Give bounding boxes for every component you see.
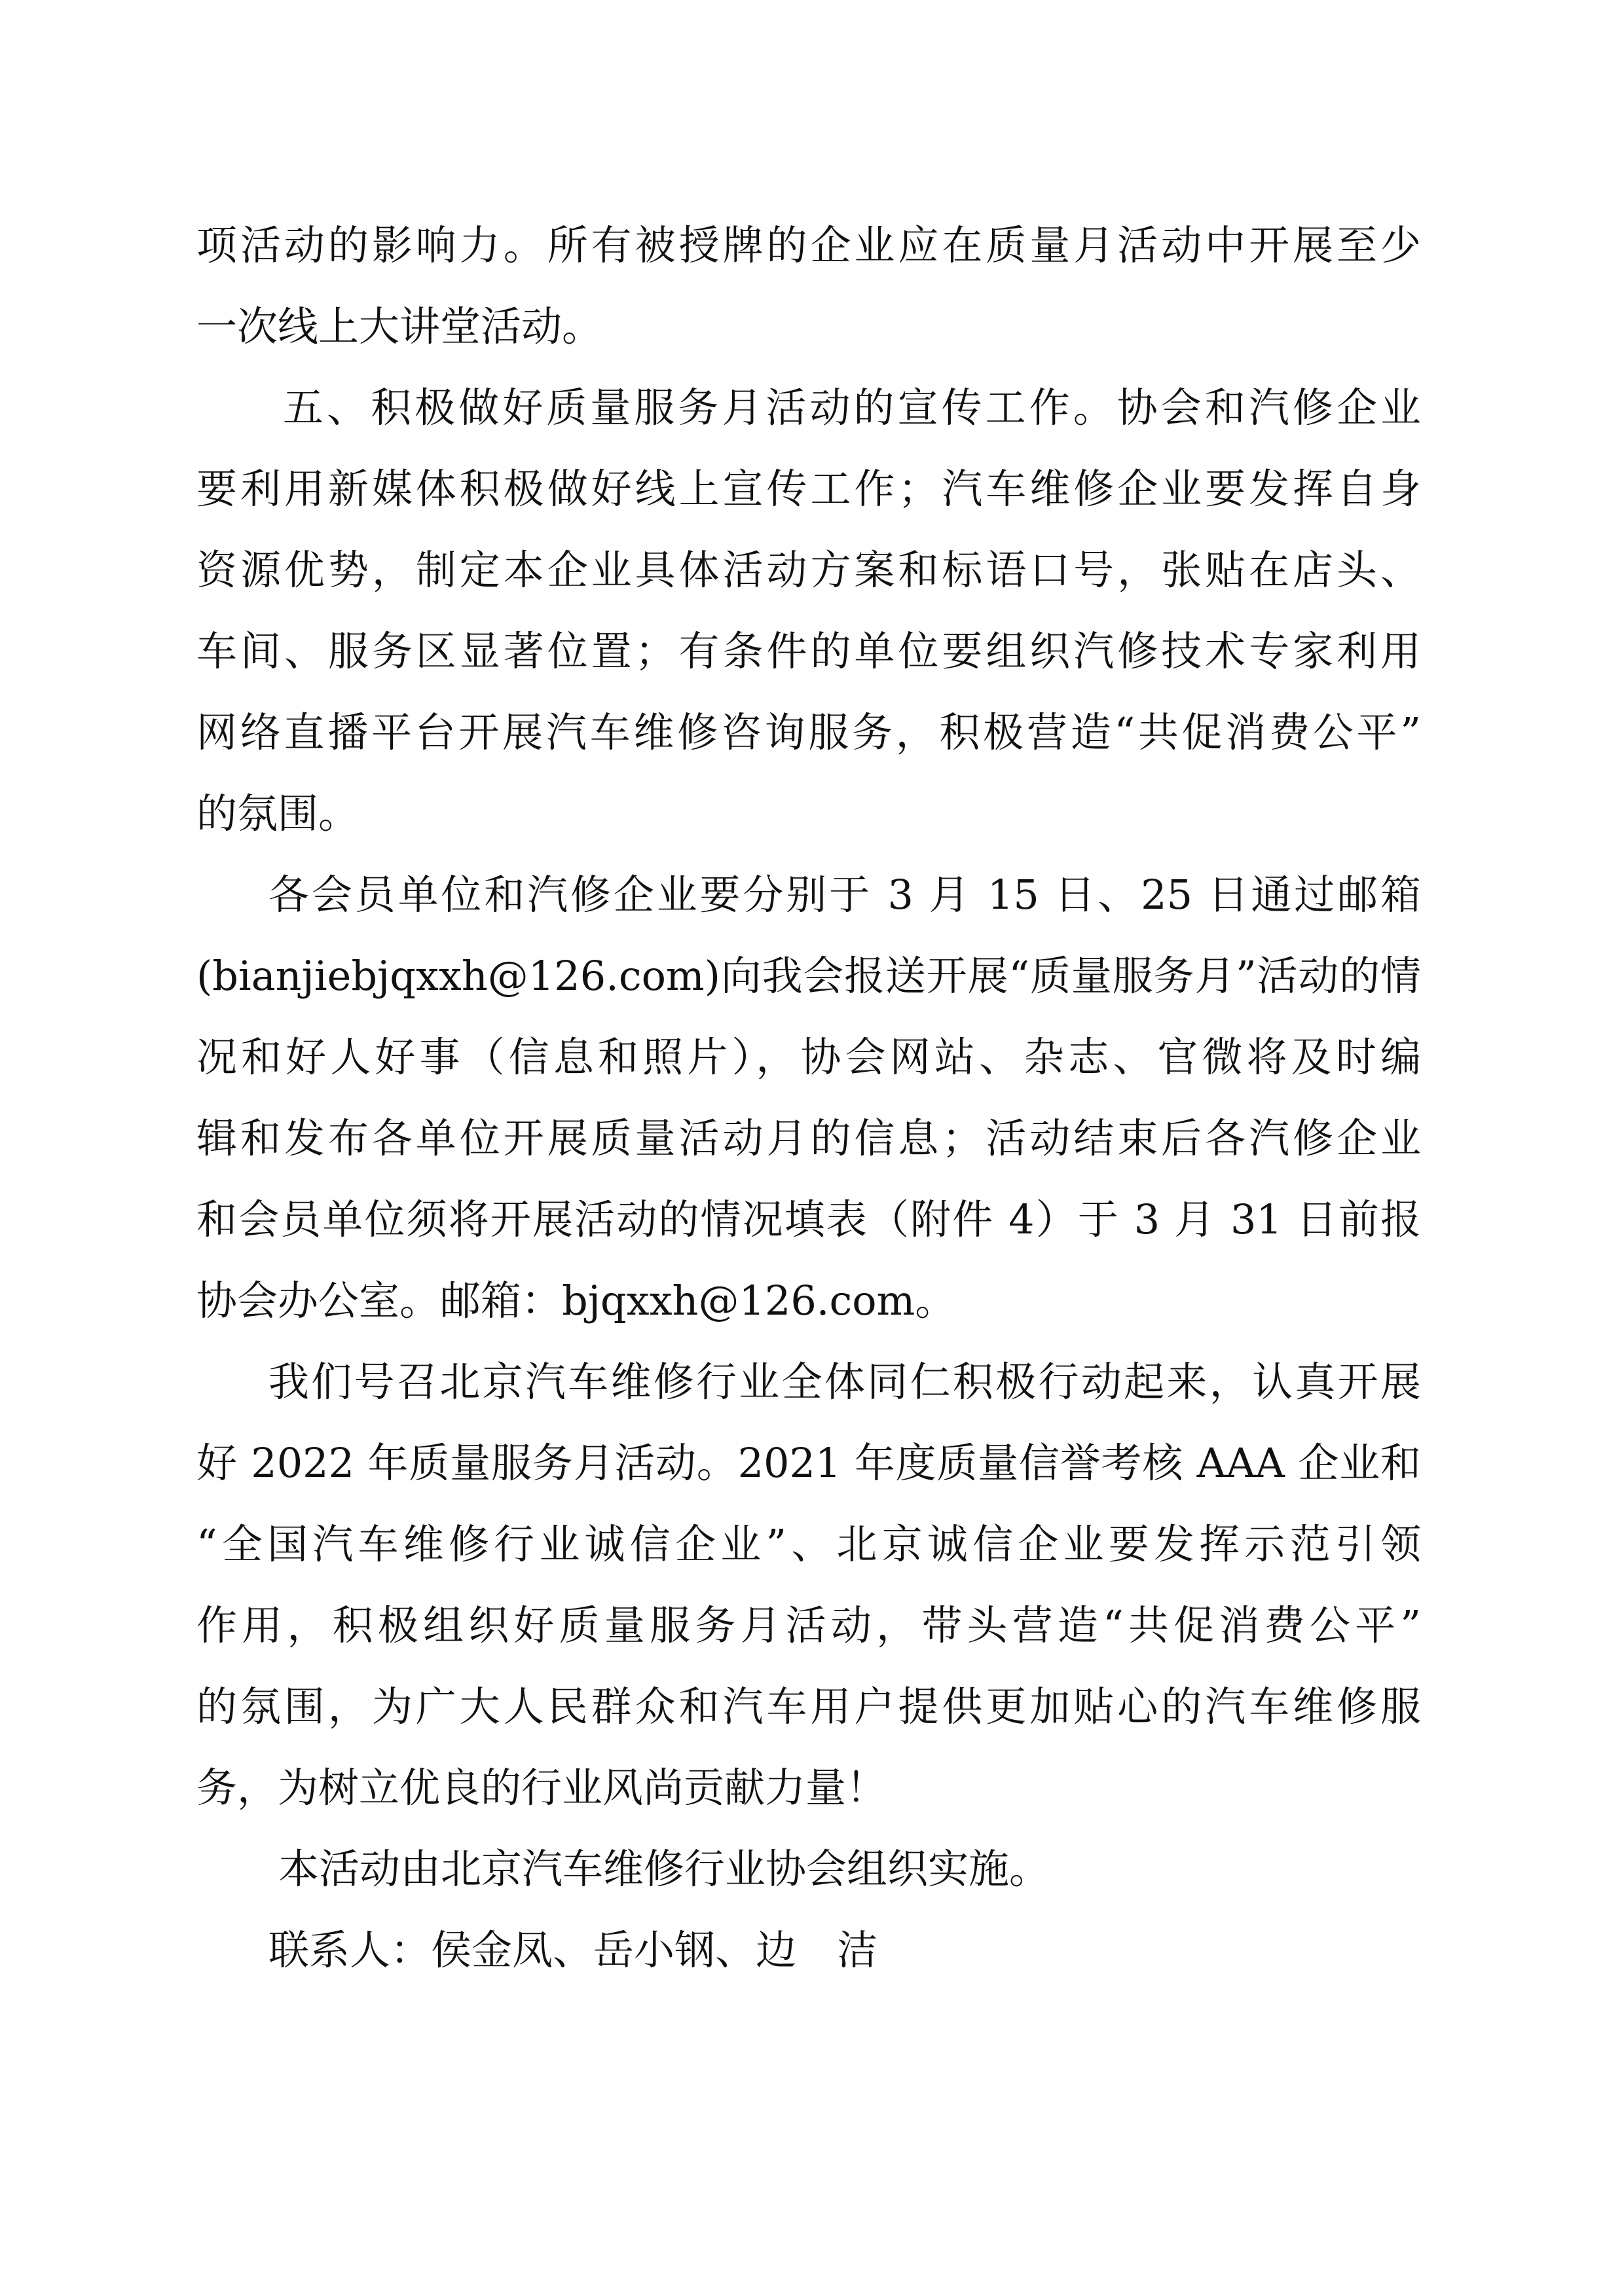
text-line: 五、积极做好质量服务月活动的宣传工作。协会和汽修企业	[283, 384, 1421, 431]
text-line: 好 2022 年质量服务月活动。2021 年度质量信誉考核 AAA 企业和	[196, 1439, 1421, 1487]
text-line: 协会办公室。邮箱：bjqxxh@126.com。	[196, 1277, 956, 1324]
text-line: 的氛围，为广大人民群众和汽车用户提供更加贴心的汽车维修服	[196, 1683, 1421, 1730]
text-line: “全国汽车维修行业诚信企业”、北京诚信企业要发挥示范引领	[196, 1520, 1421, 1568]
contact-line: 联系人：侯金凤、岳小钢、边 洁	[268, 1926, 878, 1974]
text-line: 一次线上大讲堂活动。	[196, 302, 603, 350]
text-line: 务，为树立优良的行业风尚贡献力量！	[196, 1764, 887, 1812]
text-line: 项活动的影响力。所有被授牌的企业应在质量月活动中开展至少	[196, 221, 1421, 269]
text-line: 资源优势，制定本企业具体活动方案和标语口号，张贴在店头、	[196, 546, 1421, 594]
text-line: 车间、服务区显著位置；有条件的单位要组织汽修技术专家利用	[196, 627, 1421, 675]
text-line: 的氛围。	[196, 790, 360, 837]
text-line: 辑和发布各单位开展质量活动月的信息；活动结束后各汽修企业	[196, 1114, 1421, 1162]
text-line: 我们号召北京汽车维修行业全体同仁积极行动起来，认真开展	[268, 1358, 1421, 1406]
text-line: 作用，积极组织好质量服务月活动，带头营造“共促消费公平”	[196, 1601, 1421, 1649]
text-line: 要利用新媒体积极做好线上宣传工作；汽车维修企业要发挥自身	[196, 465, 1421, 513]
text-line: 网络直播平台开展汽车维修咨询服务，积极营造“共促消费公平”	[196, 708, 1421, 756]
text-line: (bianjiebjqxxh@126.com)向我会报送开展“质量服务月”活动的情	[196, 952, 1421, 1000]
text-line: 和会员单位须将开展活动的情况填表（附件 4）于 3 月 31 日前报	[196, 1195, 1421, 1243]
text-line: 本活动由北京汽车维修行业协会组织实施。	[278, 1845, 1050, 1893]
text-line: 各会员单位和汽修企业要分别于 3 月 15 日、25 日通过邮箱	[268, 871, 1421, 919]
text-line: 况和好人好事（信息和照片），协会网站、杂志、官微将及时编	[196, 1033, 1421, 1081]
